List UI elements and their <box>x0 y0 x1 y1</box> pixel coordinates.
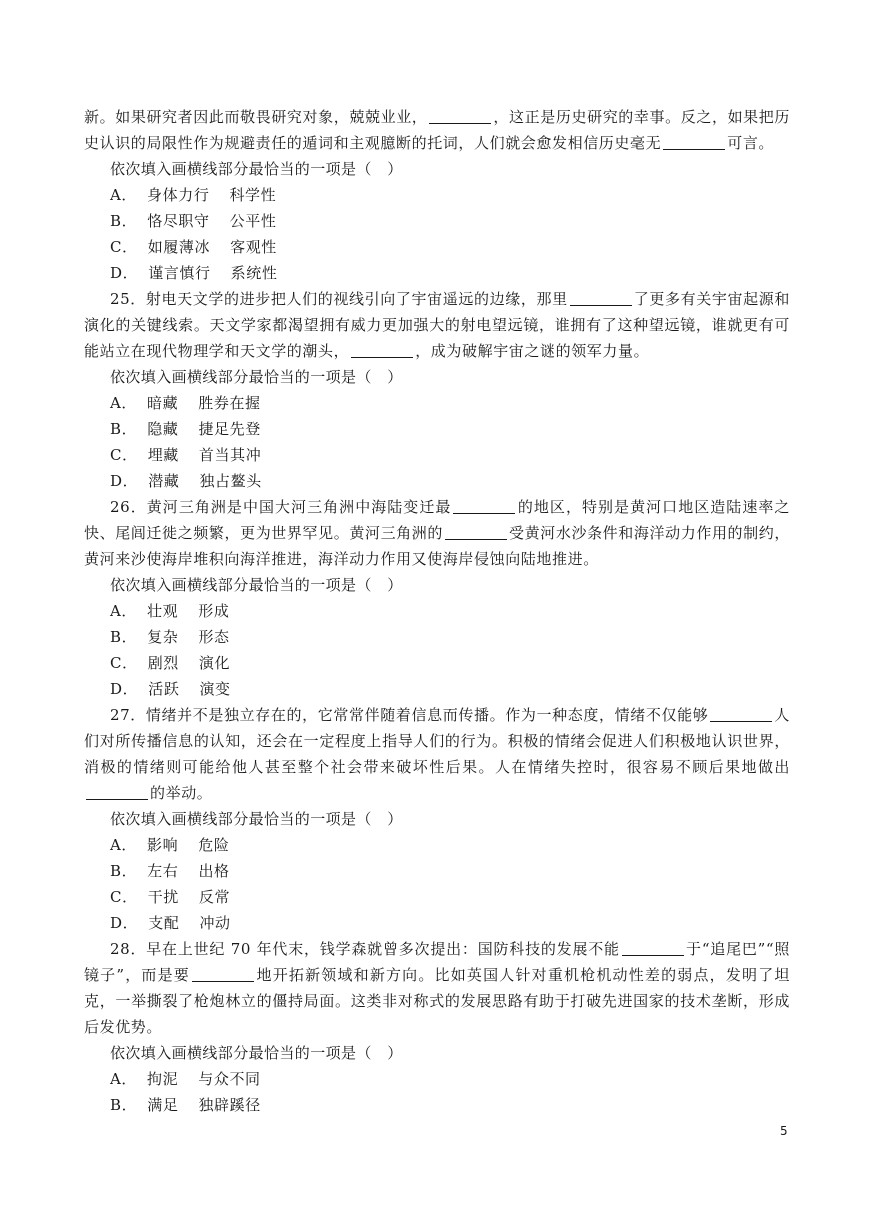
fill-blank <box>622 941 684 956</box>
option-b: B． 左右 出格 <box>110 862 230 880</box>
fill-blank <box>663 135 725 150</box>
option-d: D． 谨言慎行 系统性 <box>110 264 278 282</box>
option-b: B． 恪尽职守 公平性 <box>110 212 277 230</box>
question-prompt: 依次填入画横线部分最恰当的一项是（ ） <box>110 576 403 594</box>
option-c: C． 如履薄冰 客观性 <box>110 238 277 256</box>
fill-blank <box>570 291 632 306</box>
option-d: D． 支配 冲动 <box>110 914 231 932</box>
option-a: A． 暗藏 胜券在握 <box>110 394 261 412</box>
question-27-passage: 27．情绪并不是独立存在的，它常常伴随着信息而传播。作为一种态度，情绪不仅能够 人们对所传播信息的认知，还会在一定程度上指导人们的行为。积极的情绪会促进人们积极地认识世界，消极的情绪则可能给他人甚至整个社会带来破坏性后果。人在情绪失控时，很容易不顾后果地做出的举动。 <box>84 706 790 802</box>
question-28-passage: 28．早在上世纪 70 年代末，钱学森就曾多次提出：国防科技的发展不能 于“追尾巴”“照镜子”，而是要 地开拓新领域和新方向。比如英国人针对重机枪机动性差的弱点，发明了坦克，一举撕裂了枪炮林立的僵持局面。这类非对称式的发展思路有助于打破先进国家的技术垄断，形成后发优势。 <box>84 940 790 1036</box>
fill-blank <box>86 785 148 800</box>
option-a: A． 壮观 形成 <box>110 602 230 620</box>
question-26-passage: 26．黄河三角洲是中国大河三角洲中海陆变迁最 的地区，特别是黄河口地区造陆速率之快、尾闾迁徙之频繁，更为世界罕见。黄河三角洲的 受黄河水沙条件和海洋动力作用的制约，黄河来沙使海岸堆积向海洋推进，海洋动力作用又使海岸侵蚀向陆地推进。 <box>84 498 791 568</box>
question-prompt: 依次填入画横线部分最恰当的一项是（ ） <box>110 368 403 386</box>
fill-blank <box>429 109 491 124</box>
option-b: B． 复杂 形态 <box>110 628 230 646</box>
option-a: A． 身体力行 科学性 <box>110 186 277 204</box>
fill-blank <box>453 499 515 514</box>
question-prompt: 依次填入画横线部分最恰当的一项是（ ） <box>110 160 403 178</box>
fill-blank <box>710 707 772 722</box>
option-d: D． 活跃 演变 <box>110 680 231 698</box>
fill-blank <box>351 343 413 358</box>
option-b: B． 隐藏 捷足先登 <box>110 420 261 438</box>
option-c: C． 剧烈 演化 <box>110 654 231 672</box>
question-prompt: 依次填入画横线部分最恰当的一项是（ ） <box>110 810 403 828</box>
passage-continued: 新。如果研究者因此而敬畏研究对象，兢兢业业， ，这正是历史研究的幸事。反之，如果把历史认识的局限性作为规避责任的遁词和主观臆断的托词，人们就会愈发相信历史毫无 可言。 <box>84 108 791 152</box>
page-number: 5 <box>780 1124 788 1138</box>
option-c: C． 埋藏 首当其冲 <box>110 446 262 464</box>
fill-blank <box>445 525 507 540</box>
option-a: A． 影响 危险 <box>110 836 230 854</box>
page-content <box>84 104 790 1118</box>
option-d: D． 潜藏 独占鳌头 <box>110 472 262 490</box>
option-a: A． 拘泥 与众不同 <box>110 1070 261 1088</box>
question-prompt: 依次填入画横线部分最恰当的一项是（ ） <box>110 1044 403 1062</box>
question-25-passage: 25．射电天文学的进步把人们的视线引向了宇宙遥远的边缘，那里 了更多有关宇宙起源和演化的关键线索。天文学家都渴望拥有威力更加强大的射电望远镜，谁拥有了这种望远镜，谁就更有可能站立在现代物理学和天文学的潮头， ，成为破解宇宙之谜的领军力量。 <box>84 290 790 360</box>
option-b: B． 满足 独辟蹊径 <box>110 1096 261 1114</box>
fill-blank <box>192 967 254 982</box>
option-c: C． 干扰 反常 <box>110 888 231 906</box>
